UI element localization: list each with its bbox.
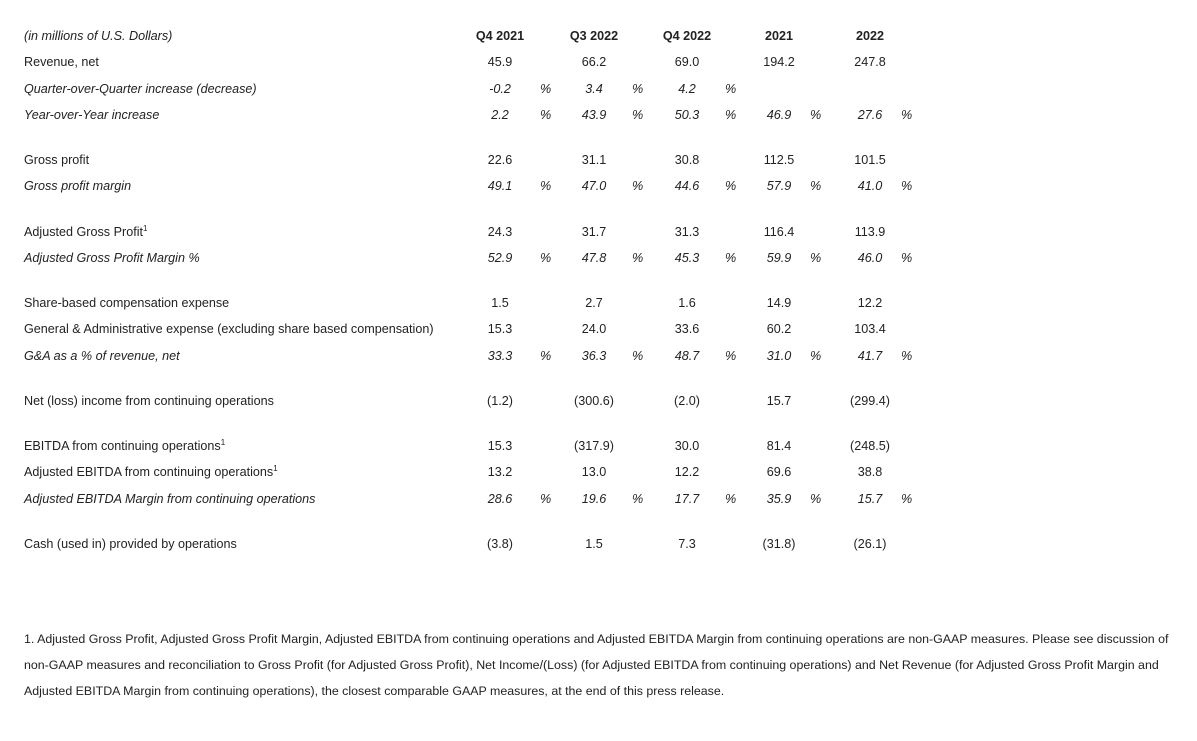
table-row-revenue-net — [0, 52, 1197, 72]
cell-2021: 60.2 — [766, 322, 792, 336]
percent-sign: % — [540, 492, 552, 506]
percent-sign: % — [632, 349, 644, 363]
cell-2022: 15.7 — [857, 492, 883, 506]
cell-2021: 59.9 — [766, 251, 792, 265]
percent-sign: % — [632, 251, 644, 265]
percent-sign: % — [810, 349, 822, 363]
row-label — [24, 293, 229, 313]
cell-q4-2022: 48.7 — [674, 349, 700, 363]
percent-sign: % — [632, 82, 644, 96]
cell-2021: (31.8) — [762, 537, 796, 551]
cell-q3-2022: 36.3 — [581, 349, 607, 363]
cell-2022: 27.6 — [857, 108, 883, 122]
cell-q4-2021: 15.3 — [487, 322, 513, 336]
table-row-gross-profit-margin — [0, 176, 1197, 196]
units-label: (in millions of U.S. Dollars) — [24, 29, 173, 43]
percent-sign: % — [540, 349, 552, 363]
cell-q3-2022: 24.0 — [581, 322, 607, 336]
cell-q4-2021: (1.2) — [487, 394, 513, 408]
cell-q4-2022: 31.3 — [674, 225, 700, 239]
table-row-share-based-compensation — [0, 293, 1197, 313]
percent-sign: % — [725, 349, 737, 363]
cell-q4-2022: 17.7 — [674, 492, 700, 506]
row-label-text: Adjusted EBITDA Margin from continuing operations — [24, 492, 316, 506]
percent-sign: % — [810, 108, 822, 122]
cell-q3-2022: 47.0 — [581, 179, 607, 193]
cell-2022: 247.8 — [854, 55, 886, 69]
percent-sign: % — [810, 179, 822, 193]
cell-q4-2022: 45.3 — [674, 251, 700, 265]
row-label — [24, 436, 225, 456]
cell-2022: 101.5 — [854, 153, 886, 167]
column-header-q4-2021: Q4 2021 — [475, 29, 525, 43]
cell-2022: 41.0 — [857, 179, 883, 193]
cell-2022: 113.9 — [854, 225, 886, 239]
percent-sign: % — [540, 108, 552, 122]
row-label — [24, 150, 89, 170]
table-row-adjusted-gross-profit — [0, 222, 1197, 242]
row-label-text: Cash (used in) provided by operations — [24, 537, 237, 551]
table-row-ebitda-continuing-ops — [0, 436, 1197, 456]
cell-q4-2021: 24.3 — [487, 225, 513, 239]
column-header-2021: 2021 — [764, 29, 794, 43]
cell-q4-2021: 45.9 — [487, 55, 513, 69]
percent-sign: % — [901, 108, 913, 122]
column-header-q3-2022: Q3 2022 — [569, 29, 619, 43]
table-row-adjusted-gross-profit-margin — [0, 248, 1197, 268]
row-label-text: Gross profit — [24, 153, 90, 167]
cell-q3-2022: (317.9) — [574, 439, 614, 453]
percent-sign: % — [810, 492, 822, 506]
cell-q4-2021: 28.6 — [487, 492, 513, 506]
row-label — [24, 346, 180, 366]
percent-sign: % — [540, 251, 552, 265]
cell-2021: 116.4 — [763, 225, 795, 239]
cell-q3-2022: 2.7 — [585, 296, 603, 310]
cell-q4-2022: 1.6 — [678, 296, 696, 310]
cell-q4-2022: 7.3 — [678, 537, 696, 551]
percent-sign: % — [901, 179, 913, 193]
cell-q3-2022: 66.2 — [581, 55, 607, 69]
row-label-text: Quarter-over-Quarter increase (decrease) — [24, 82, 257, 96]
cell-q3-2022: (300.6) — [574, 394, 614, 408]
row-label — [24, 489, 315, 509]
row-label — [24, 534, 237, 554]
cell-2022: 41.7 — [857, 349, 883, 363]
cell-q4-2021: -0.2 — [489, 82, 511, 96]
row-label-text: Adjusted Gross Profit Margin % — [24, 251, 200, 265]
row-label — [24, 462, 278, 482]
row-label-text: General & Administrative expense (excluding share based compensation) — [24, 322, 434, 336]
percent-sign: % — [725, 179, 737, 193]
row-label-text: Adjusted Gross Profit — [24, 225, 143, 239]
row-label-text: Year-over-Year increase — [24, 108, 160, 122]
cell-q4-2021: 15.3 — [487, 439, 513, 453]
cell-q4-2021: (3.8) — [487, 537, 513, 551]
row-label-text: Adjusted EBITDA from continuing operations — [24, 465, 274, 479]
table-row-adjusted-ebitda-margin — [0, 489, 1197, 509]
cell-2021: 194.2 — [763, 55, 795, 69]
row-label — [24, 391, 274, 411]
cell-2022: (299.4) — [850, 394, 890, 408]
percent-sign: % — [632, 179, 644, 193]
table-row-adjusted-ebitda-continuing-ops — [0, 462, 1197, 482]
table-row-net-income-continuing-ops — [0, 391, 1197, 411]
row-label — [24, 319, 434, 339]
footnote: 1. Adjusted Gross Profit, Adjusted Gross Profit Margin, Adjusted EBITDA from continuing operations and Adjusted EBITDA Margin from continuing operations are non-GAAP measures. Please see discussion of non-GAAP measures and reconciliation to Gross Profit (for Adjusted Gross Profit), Net Income/(Loss) (for Adjusted EBITDA from continuing operations) and Net Revenue (for Adjusted Gross Profit Margin and Adjusted EBITDA Margin from continuing operations), the closest comparable GAAP measures, at the end of this press release. — [24, 632, 1169, 698]
cell-q4-2021: 13.2 — [487, 465, 513, 479]
footnote-marker: 1 — [220, 438, 226, 447]
cell-q4-2022: 69.0 — [674, 55, 700, 69]
cell-q4-2022: (2.0) — [674, 394, 700, 408]
cell-2021: 46.9 — [766, 108, 792, 122]
cell-2021: 31.0 — [766, 349, 792, 363]
cell-q4-2022: 30.8 — [674, 153, 700, 167]
percent-sign: % — [540, 179, 552, 193]
cell-q3-2022: 19.6 — [581, 492, 607, 506]
cell-q4-2021: 22.6 — [487, 153, 513, 167]
row-label-text: Net (loss) income from continuing operations — [24, 394, 274, 408]
cell-q3-2022: 1.5 — [585, 537, 603, 551]
row-label-text: G&A as a % of revenue, net — [24, 349, 180, 363]
cell-q3-2022: 3.4 — [585, 82, 603, 96]
cell-2021: 14.9 — [766, 296, 792, 310]
cell-q4-2021: 2.2 — [491, 108, 509, 122]
cell-2022: 46.0 — [857, 251, 883, 265]
row-label — [24, 248, 200, 268]
percent-sign: % — [901, 492, 913, 506]
table-row-yoy-increase — [0, 105, 1197, 125]
table-row-ga-percent-of-revenue — [0, 346, 1197, 366]
percent-sign: % — [901, 349, 913, 363]
row-label — [24, 176, 131, 196]
row-label — [24, 52, 99, 72]
percent-sign: % — [901, 251, 913, 265]
cell-q4-2021: 33.3 — [487, 349, 513, 363]
cell-2021: 35.9 — [766, 492, 792, 506]
cell-q4-2022: 50.3 — [674, 108, 700, 122]
cell-2021: 15.7 — [766, 394, 792, 408]
row-label — [24, 79, 257, 99]
row-label-text: EBITDA from continuing operations — [24, 439, 221, 453]
cell-2022: 103.4 — [854, 322, 886, 336]
cell-2021: 112.5 — [763, 153, 795, 167]
cell-q3-2022: 47.8 — [581, 251, 607, 265]
percent-sign: % — [810, 251, 822, 265]
percent-sign: % — [632, 492, 644, 506]
cell-q4-2021: 49.1 — [487, 179, 513, 193]
cell-q4-2022: 12.2 — [674, 465, 700, 479]
percent-sign: % — [725, 492, 737, 506]
cell-2021: 69.6 — [766, 465, 792, 479]
cell-q4-2021: 1.5 — [491, 296, 509, 310]
cell-q4-2022: 30.0 — [674, 439, 700, 453]
cell-2021: 81.4 — [766, 439, 792, 453]
table-row-gross-profit — [0, 150, 1197, 170]
cell-q3-2022: 31.7 — [581, 225, 607, 239]
percent-sign: % — [725, 82, 737, 96]
table-header-row — [0, 26, 1197, 46]
cell-q3-2022: 13.0 — [581, 465, 607, 479]
cell-q3-2022: 31.1 — [581, 153, 607, 167]
cell-2022: (248.5) — [850, 439, 890, 453]
row-label-text: Revenue, net — [24, 55, 99, 69]
table-row-cash-from-operations — [0, 534, 1197, 554]
table-row-general-administrative-expense — [0, 319, 1197, 339]
percent-sign: % — [632, 108, 644, 122]
cell-q4-2021: 52.9 — [487, 251, 513, 265]
row-label — [24, 222, 147, 242]
cell-2021: 57.9 — [766, 179, 792, 193]
row-label-text: Share-based compensation expense — [24, 296, 230, 310]
column-header-q4-2022: Q4 2022 — [662, 29, 712, 43]
column-header-2022: 2022 — [855, 29, 885, 43]
footnote-marker: 1 — [273, 464, 278, 473]
cell-2022: 12.2 — [857, 296, 883, 310]
cell-q4-2022: 44.6 — [674, 179, 700, 193]
row-label-text: Gross profit margin — [24, 179, 132, 193]
percent-sign: % — [725, 108, 737, 122]
table-row-qoq-change — [0, 79, 1197, 99]
cell-2022: (26.1) — [853, 537, 887, 551]
cell-q3-2022: 43.9 — [581, 108, 607, 122]
footnote-marker: 1 — [143, 224, 148, 233]
row-label — [24, 105, 159, 125]
percent-sign: % — [725, 251, 737, 265]
cell-q4-2022: 33.6 — [674, 322, 700, 336]
cell-q4-2022: 4.2 — [678, 82, 696, 96]
cell-2022: 38.8 — [857, 465, 883, 479]
percent-sign: % — [540, 82, 552, 96]
